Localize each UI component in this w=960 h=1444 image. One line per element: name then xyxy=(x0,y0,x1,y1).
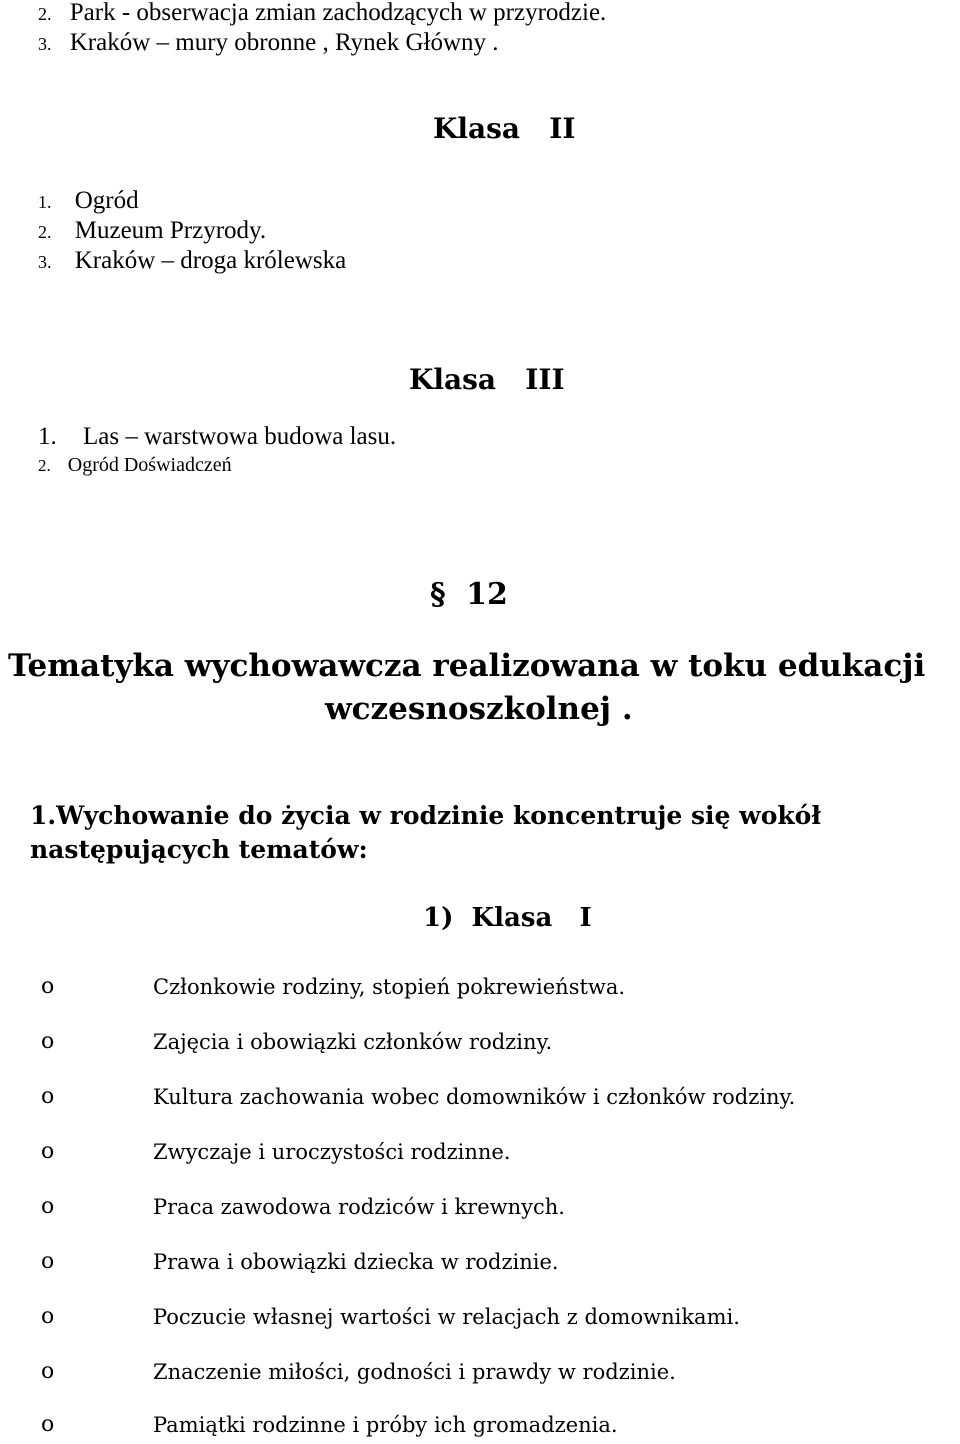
topic-item xyxy=(0,970,960,1004)
list-number: 3. xyxy=(38,252,52,272)
klasa-ii-heading: Klasa II xyxy=(433,112,576,145)
topic-item xyxy=(0,1245,960,1279)
bullet-marker: o xyxy=(41,1194,55,1219)
topic-item xyxy=(0,1408,960,1442)
list-text: Ogród xyxy=(74,187,139,214)
list-text: Kraków – droga królewska xyxy=(74,247,347,274)
topic-item xyxy=(0,1080,960,1114)
list-text: Park - obserwacja zmian zachodzących w przyrodzie. xyxy=(69,0,607,26)
chapter-heading-line-1: 1.Wychowanie do życia w rodzinie koncentruje się wokół xyxy=(30,801,821,830)
bullet-marker: o xyxy=(41,1412,55,1437)
section-number: 12 xyxy=(466,577,508,612)
bullet-marker: o xyxy=(41,1139,55,1164)
list-number: 1. xyxy=(38,192,52,212)
klasa-iii-item xyxy=(38,422,396,452)
topic-item xyxy=(0,1025,960,1059)
topic-text: Kultura zachowania wobec domowników i członków rodziny. xyxy=(153,1085,796,1109)
topic-item xyxy=(0,1135,960,1169)
klasa-ii-item xyxy=(38,186,139,217)
section-title-line-1: Tematyka wychowawcza realizowana w toku edukacji xyxy=(8,648,926,684)
topic-text: Poczucie własnej wartości w relacjach z domownikami. xyxy=(153,1305,740,1329)
top-list-item xyxy=(38,0,606,29)
bullet-marker: o xyxy=(41,1304,55,1329)
list-number: 2. xyxy=(38,4,52,24)
bullet-marker: o xyxy=(41,1029,55,1054)
bullet-marker: o xyxy=(41,974,55,999)
list-text: Ogród Doświadczeń xyxy=(67,454,232,476)
topic-text: Zajęcia i obowiązki członków rodziny. xyxy=(153,1030,553,1054)
klasa-i-subheading: 1) Klasa I xyxy=(423,903,592,933)
list-number: 3. xyxy=(38,34,52,54)
bullet-marker: o xyxy=(41,1249,55,1274)
list-text: Muzeum Przyrody. xyxy=(74,217,267,244)
section-title-line-2: wczesnoszkolnej . xyxy=(325,691,633,727)
list-number: 2. xyxy=(38,222,52,242)
klasa-iii-item xyxy=(38,452,232,479)
topic-text: Znaczenie miłości, godności i prawdy w rodzinie. xyxy=(153,1360,676,1384)
section-symbol: § xyxy=(430,577,446,612)
list-text: Kraków – mury obronne , Rynek Główny . xyxy=(69,29,499,56)
klasa-ii-item xyxy=(38,216,266,247)
topic-text: Praca zawodowa rodziców i krewnych. xyxy=(153,1195,565,1219)
list-text: Las – warstwowa budowa lasu. xyxy=(83,423,397,450)
top-list-item xyxy=(38,28,499,59)
topic-item xyxy=(0,1190,960,1224)
chapter-heading-line-2: następujących tematów: xyxy=(30,835,368,864)
topic-item xyxy=(0,1355,960,1389)
bullet-marker: o xyxy=(41,1359,55,1384)
list-number: 2. xyxy=(38,456,51,475)
klasa-iii-heading: Klasa III xyxy=(409,363,565,396)
topic-text: Prawa i obowiązki dziecka w rodzinie. xyxy=(153,1250,559,1274)
topic-text: Pamiątki rodzinne i próby ich gromadzenia. xyxy=(153,1413,618,1437)
section-heading xyxy=(430,577,508,613)
topic-text: Członkowie rodziny, stopień pokrewieństwa. xyxy=(153,975,626,999)
topic-item xyxy=(0,1300,960,1334)
klasa-ii-item xyxy=(38,246,346,277)
bullet-marker: o xyxy=(41,1084,55,1109)
list-number: 1. xyxy=(38,423,57,450)
topic-text: Zwyczaje i uroczystości rodzinne. xyxy=(153,1140,511,1164)
